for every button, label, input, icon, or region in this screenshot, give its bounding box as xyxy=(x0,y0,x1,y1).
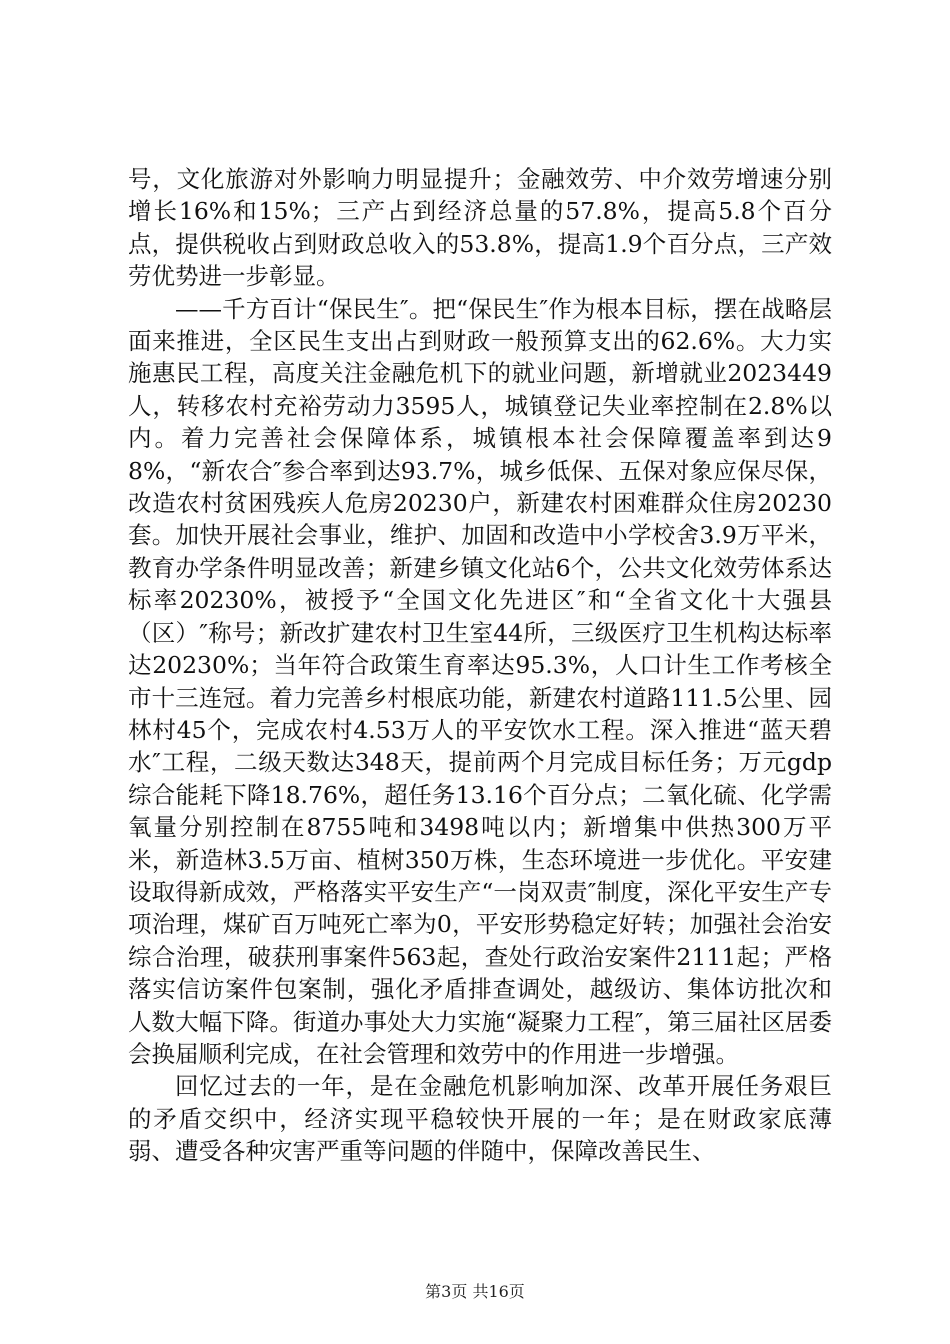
paragraph-review-past-year: 回忆过去的一年，是在金融危机影响加深、改革开展任务艰巨的矛盾交织中，经济实现平稳较快开展的一年；是在财政家底薄弱、遭受各种灾害严重等问题的伴随中，保障改善民生、 xyxy=(128,1072,832,1166)
document-body xyxy=(128,163,832,1168)
page-number-label: 第3页 共16页 xyxy=(425,1282,525,1301)
paragraph-continued-tertiary-industry: 号，文化旅游对外影响力明显提升；金融效劳、中介效劳增速分别增长16%和15%；三产占到经济总量的57.8%，提高5.8个百分点，提供税收占到财政总收入的53.8%，提高1.9个百分点，三产效劳优势进一步彰显。 xyxy=(128,165,832,291)
paragraph-protect-livelihood: ——千方百计“保民生″。把“保民生″作为根本目标，摆在战略层面来推进，全区民生支出占到财政一般预算支出的62.6%。大力实施惠民工程，高度关注金融危机下的就业问题，新增就业2023449人，转移农村充裕劳动力3595人，城镇登记失业率控制在2.8%以内。着力完善社会保障体系，城镇根本社会保障覆盖率到达98%，“新农合″参合率到达93.7%，城乡低保、五保对象应保尽保，改造农村贫困残疾人危房20230户，新建农村困难群众住房20230套。加快开展社会事业，维护、加固和改造中小学校舍3.9万平米，教育办学条件明显改善；新建乡镇文化站6个，公共文化效劳体系达标率20230%，被授予“全国文化先进区″和“全省文化十大强县（区）″称号；新改扩建农村卫生室44所，三级医疗卫生机构达标率达20230%；当年符合政策生育率达95.3%，人口计生工作考核全市十三连冠。着力完善乡村根底功能，新建农村道路111.5公里、园林村45个，完成农村4.53万人的平安饮水工程。深入推进“蓝天碧水″工程，二级天数达348天，提前两个月完成目标任务；万元gdp综合能耗下降18.76%，超任务13.16个百分点；二氧化硫、化学需氧量分别控制在8755吨和3498吨以内；新增集中供热300万平米，新造林3.5万亩、植树350万株，生态环境进一步优化。平安建设取得新成效，严格落实平安生产“一岗双责″制度，深化平安生产专项治理，煤矿百万吨死亡率为0，平安形势稳定好转；加强社会治安综合治理，破获刑事案件563起，查处行政治安案件2111起；严格落实信访案件包案制，强化矛盾排查调处，越级访、集体访批次和人数大幅下降。街道办事处大力实施“凝聚力工程″，第三届社区居委会换届顺利完成，在社会管理和效劳中的作用进一步增强。 xyxy=(128,294,832,1068)
page-footer xyxy=(0,1282,950,1302)
